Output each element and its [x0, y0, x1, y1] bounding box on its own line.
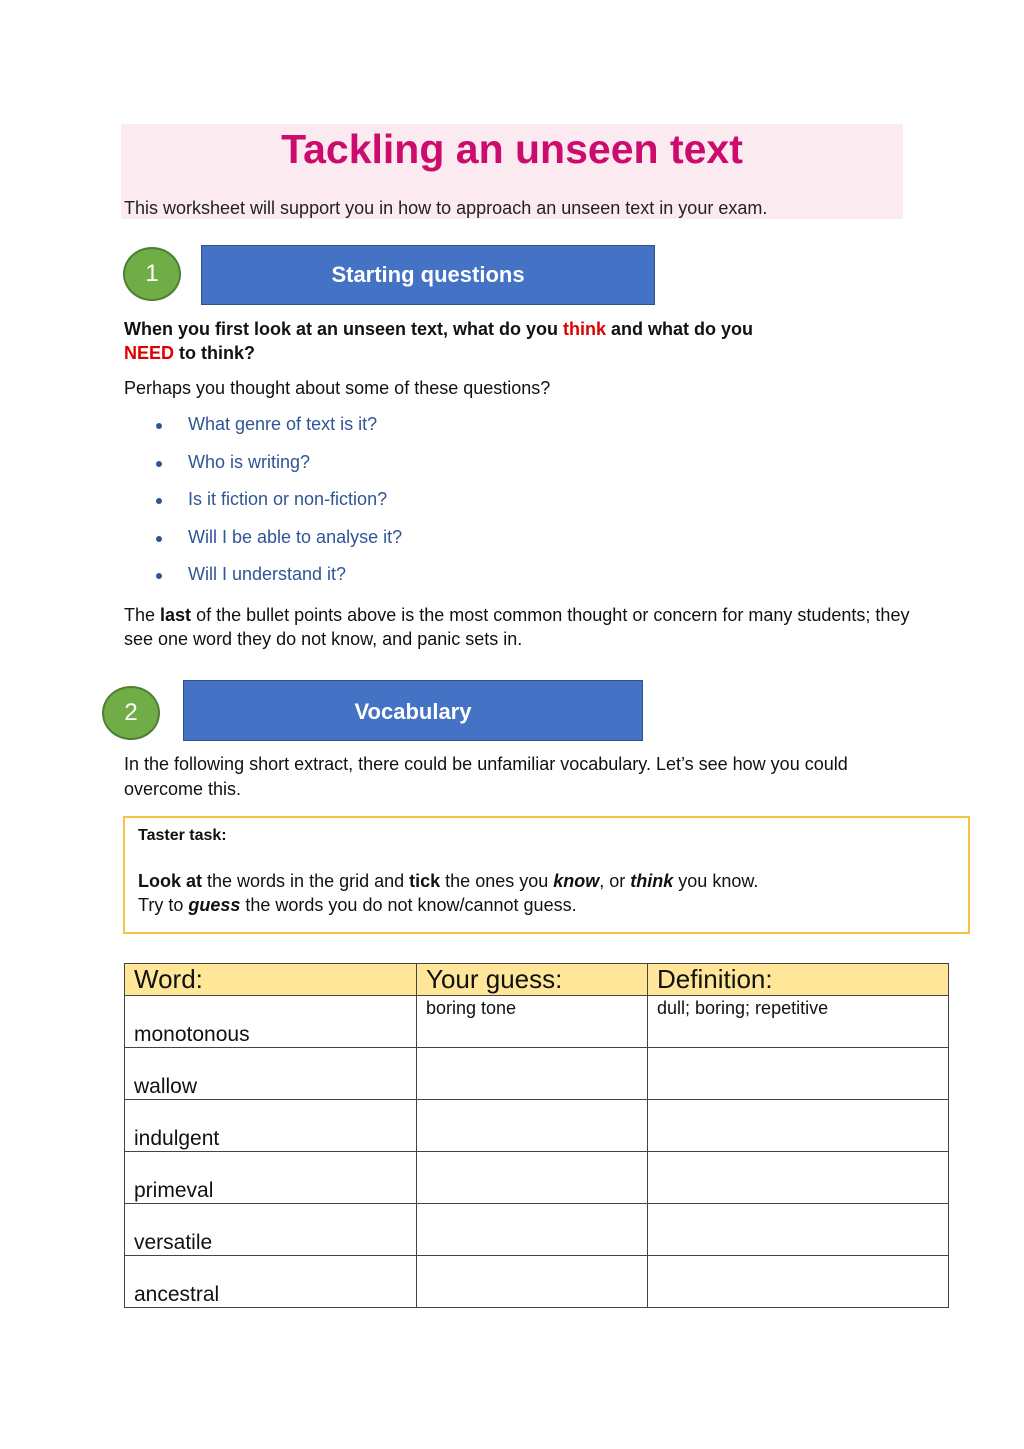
guess-cell[interactable]	[417, 1048, 648, 1100]
bullet-icon	[156, 423, 162, 429]
table-row	[125, 1100, 949, 1152]
section1-summary: The last of the bullet points above is the most common thought or concern for many students; they see one word they do not know, and panic sets in.	[124, 605, 910, 649]
question-bullet-list	[154, 414, 402, 602]
list-item: Who is writing?	[154, 452, 402, 490]
word-cell: monotonous	[125, 996, 417, 1048]
bullet-icon	[156, 461, 162, 467]
vocabulary-table	[124, 963, 949, 1308]
section1-question: When you first look at an unseen text, what do you think and what do you NEED to think?	[124, 319, 754, 363]
column-header-guess: Your guess:	[417, 964, 648, 996]
table-row	[125, 996, 949, 1048]
list-item: Is it fiction or non-fiction?	[154, 489, 402, 527]
definition-cell[interactable]	[648, 1204, 949, 1256]
section2-intro: In the following short extract, there could be unfamiliar vocabulary. Let’s see how you could overcome this.	[124, 754, 848, 799]
word-cell: primeval	[125, 1152, 417, 1204]
taster-task-instructions: Look at the words in the grid and tick the ones you know, or think you know. Try to guess the words you do not know/cannot guess.	[138, 871, 759, 915]
taster-task-title: Taster task:	[138, 827, 227, 844]
guess-cell[interactable]: boring tone	[417, 996, 648, 1048]
definition-cell[interactable]	[648, 1048, 949, 1100]
word-cell: wallow	[125, 1048, 417, 1100]
word-cell: ancestral	[125, 1256, 417, 1308]
list-item: What genre of text is it?	[154, 414, 402, 452]
guess-cell[interactable]	[417, 1256, 648, 1308]
definition-cell[interactable]	[648, 1256, 949, 1308]
section1-intro: Perhaps you thought about some of these questions?	[124, 378, 551, 398]
definition-cell[interactable]	[648, 1100, 949, 1152]
bullet-icon	[156, 573, 162, 579]
list-item: Will I understand it?	[154, 564, 402, 602]
guess-cell[interactable]	[417, 1100, 648, 1152]
page-subtitle: This worksheet will support you in how to approach an unseen text in your exam.	[124, 198, 768, 218]
table-row	[125, 1256, 949, 1308]
column-header-word: Word:	[125, 964, 417, 996]
guess-cell[interactable]	[417, 1152, 648, 1204]
table-header-row	[125, 964, 949, 996]
section-number-badge: 2	[102, 686, 160, 740]
guess-cell[interactable]	[417, 1204, 648, 1256]
column-header-definition: Definition:	[648, 964, 949, 996]
table-row	[125, 1152, 949, 1204]
page-title: Tackling an unseen text	[281, 126, 743, 172]
definition-cell[interactable]	[648, 1152, 949, 1204]
table-row	[125, 1204, 949, 1256]
table-row	[125, 1048, 949, 1100]
bullet-icon	[156, 498, 162, 504]
word-cell: indulgent	[125, 1100, 417, 1152]
word-cell: versatile	[125, 1204, 417, 1256]
bullet-icon	[156, 536, 162, 542]
section-number-badge: 1	[123, 247, 181, 301]
definition-cell[interactable]: dull; boring; repetitive	[648, 996, 949, 1048]
list-item: Will I be able to analyse it?	[154, 527, 402, 565]
section-heading-vocabulary: Vocabulary	[183, 680, 643, 741]
section-heading-starting-questions: Starting questions	[201, 245, 655, 305]
